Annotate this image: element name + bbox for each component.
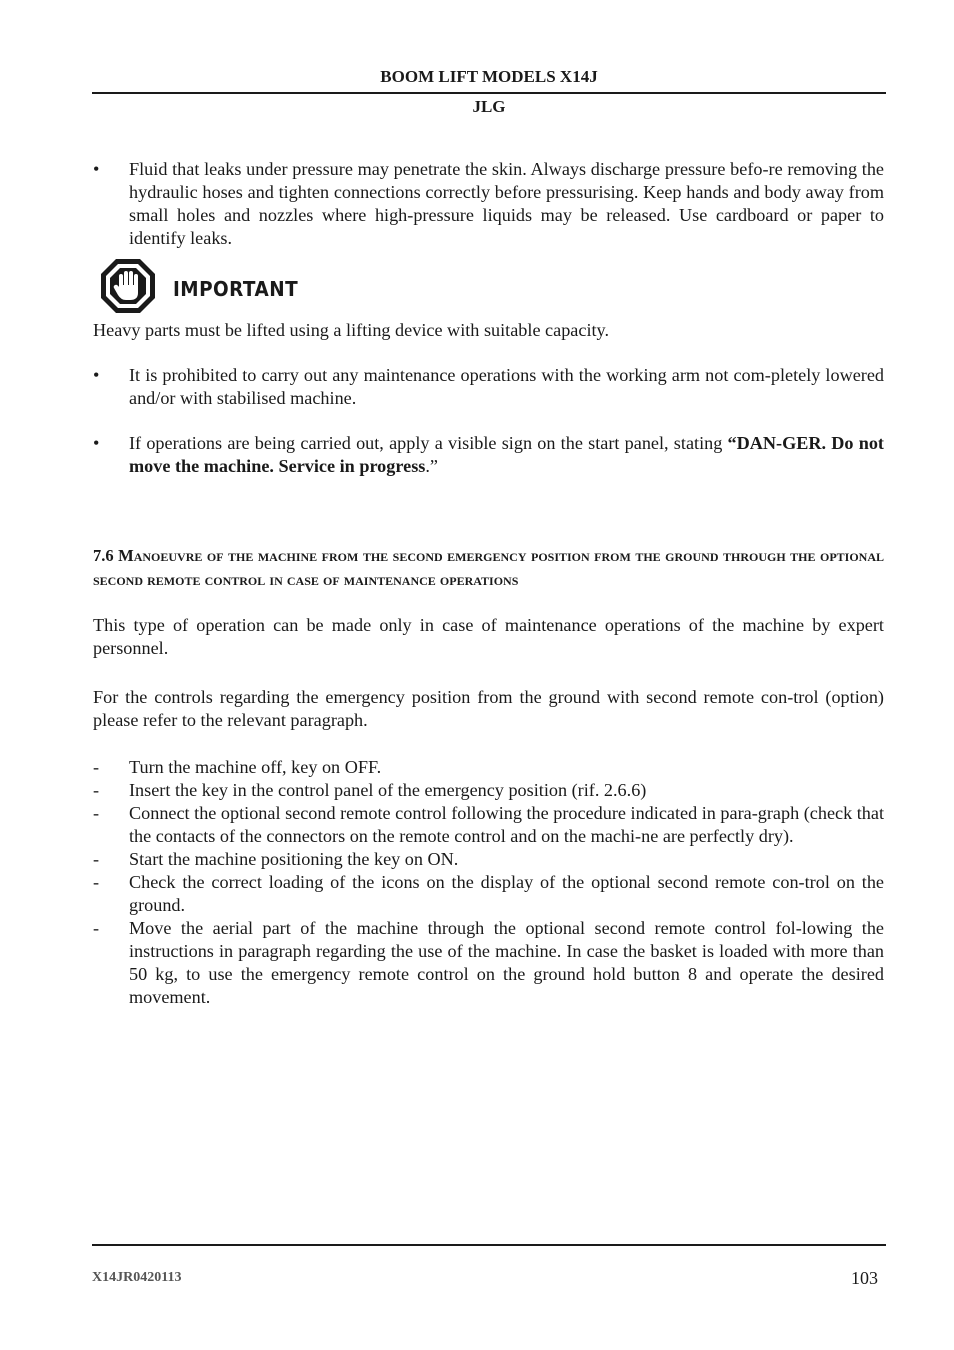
- step-text: Connect the optional second remote control following the procedure indicated in para-graph (check that the contacts of the connectors on the remote control and on the machi-ne are perfectly dry).: [129, 803, 885, 846]
- step-text: Turn the machine off, key on OFF.: [129, 757, 382, 777]
- procedure-step: [93, 756, 884, 779]
- section-paragraph: For the controls regarding the emergency position from the ground with second remote con-trol (option) please refer to the relevant paragraph.: [93, 687, 884, 730]
- step-text: Insert the key in the control panel of the emergency position (rif. 2.6.6): [129, 780, 647, 800]
- section-title: 7.6 Manoeuvre of the machine from the second emergency position from the ground through the optional second remote control in case of maintenance operations: [93, 546, 884, 589]
- bullet-mark: •: [93, 433, 100, 453]
- important-label: IMPORTANT: [173, 276, 299, 301]
- bullet-text-suffix: .”: [425, 456, 438, 476]
- footer-row: [92, 1270, 886, 1289]
- document-code: X14JR0420113: [92, 1270, 182, 1285]
- bullet-item: [93, 158, 884, 250]
- procedure-step: [93, 848, 884, 871]
- stop-hand-icon: [99, 257, 157, 321]
- dash-mark: -: [93, 757, 100, 777]
- important-text: Heavy parts must be lifted using a lifting device with suitable capacity.: [93, 320, 610, 340]
- dash-mark: -: [93, 918, 100, 938]
- header-brand: JLG: [472, 97, 506, 116]
- procedure-step: [93, 917, 884, 1009]
- section-paragraph: This type of operation can be made only in case of maintenance operations of the machine by expert personnel.: [93, 615, 884, 658]
- procedure-steps: [93, 756, 884, 1009]
- dash-mark: -: [93, 780, 100, 800]
- bullet-mark: •: [93, 365, 100, 385]
- dash-mark: -: [93, 872, 100, 892]
- header-title: BOOM LIFT MODELS X14J: [380, 67, 598, 86]
- page-content: [93, 158, 884, 1009]
- bullet-item: [93, 432, 884, 478]
- page-header: [92, 66, 886, 118]
- bullet-text: It is prohibited to carry out any maintenance operations with the working arm not com-pletely lowered and/or with stabilised machine.: [129, 365, 884, 408]
- procedure-step: [93, 802, 884, 848]
- page-number: 103: [851, 1268, 878, 1288]
- important-notice: [93, 260, 884, 318]
- step-text: Check the correct loading of the icons on the display of the optional second remote con-trol on the ground.: [129, 872, 884, 915]
- procedure-step: [93, 779, 884, 802]
- footer-divider: [92, 1244, 886, 1246]
- step-text: Start the machine positioning the key on ON.: [129, 849, 459, 869]
- page-footer: [92, 1244, 886, 1289]
- header-divider: [92, 92, 886, 94]
- bullet-text-prefix: If operations are being carried out, apply a visible sign on the start panel, stating: [129, 433, 728, 453]
- step-text: Move the aerial part of the machine through the optional second remote control fol-lowing the instructions in paragraph regarding the use of the machine. In case the basket is loaded with more than 50 kg, to use the emergency remote control on the ground hold button 8 and operate the desired movement.: [129, 918, 884, 1007]
- bullet-item: [93, 364, 884, 410]
- bullet-mark: •: [93, 159, 100, 179]
- dash-mark: -: [93, 849, 100, 869]
- warning-sign-text: “DAN-GER. Do not move the machine. Service in progress: [129, 433, 884, 476]
- procedure-step: [93, 871, 884, 917]
- dash-mark: -: [93, 803, 100, 823]
- bullet-text: Fluid that leaks under pressure may penetrate the skin. Always discharge pressure befo-re removing the hydraulic hoses and tighten connections correctly before pressurising. Keep hands and body away from small holes and nozzles where high-pressure liquids may be released. Use cardboard or paper to identify leaks.: [129, 159, 884, 248]
- bullet-text: [129, 432, 884, 478]
